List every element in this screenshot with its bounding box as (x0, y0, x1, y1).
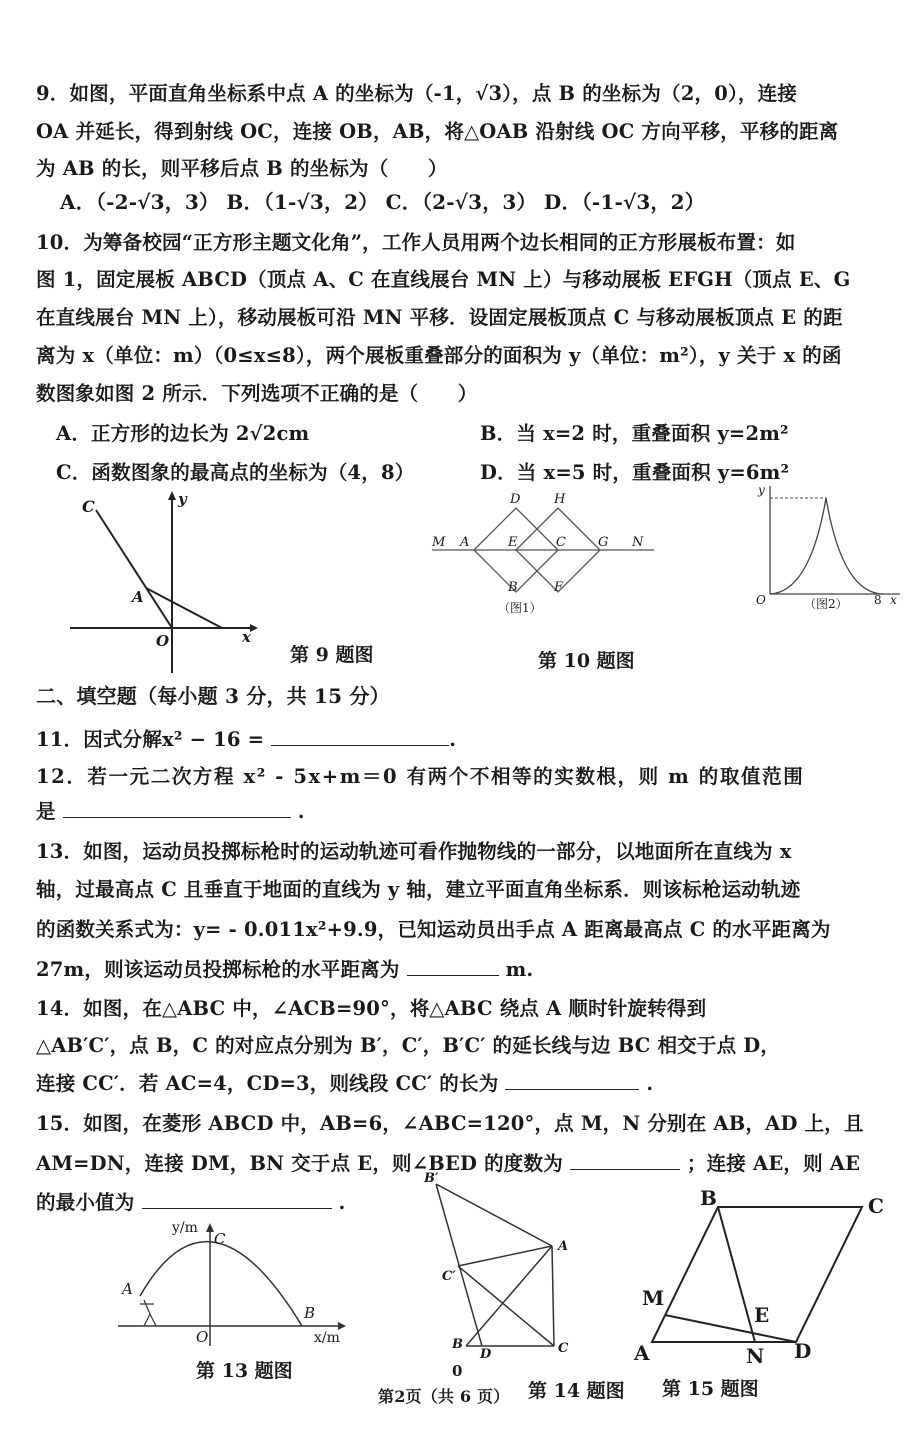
fig15-seg-BN (718, 1207, 755, 1342)
figure-13 (110, 1218, 360, 1348)
fig9-label-O: O (156, 632, 170, 650)
q10-line3: 在直线展台 MN 上），移动展板可沿 MN 平移．设固定展板顶点 C 与移动展板顶点 E 的距 (36, 306, 843, 329)
q10-line5: 数图象如图 2 所示．下列选项不正确的是（ ） (36, 382, 478, 405)
q14-period: . (646, 1072, 654, 1095)
fig10-sub1: （图1） (498, 601, 542, 615)
q12-period: . (297, 800, 305, 823)
figure-14 (422, 1168, 582, 1363)
fig9-x-arrow (250, 624, 258, 632)
q11-period: . (449, 728, 457, 751)
q9-line3: 为 AB 的长，则平移后点 B 的坐标为（ ） (36, 157, 448, 180)
q9-line1: 9．如图，平面直角坐标系中点 A 的坐标为（-1，√3），点 B 的坐标为（2，0），连接 (36, 82, 798, 105)
q12-line1: 12．若一元二次方程 x² - 5x+m＝0 有两个不相等的实数根，则 m 的取值范围 (36, 765, 805, 788)
figure-9 (60, 488, 280, 678)
fig13-label-x: x/m (314, 1330, 340, 1346)
q9-line2: OA 并延长，得到射线 OC，连接 OB，AB，将△OAB 沿射线 OC 方向平移，平移的距离 (36, 120, 839, 143)
fig9-y-arrow (168, 491, 176, 500)
fig9-label-A: A (132, 588, 144, 606)
q13-answer-blank[interactable] (407, 957, 499, 976)
fig10-label-N: N (632, 535, 644, 550)
fig15-label-B: B (700, 1186, 717, 1210)
q14-line2: △AB′C′，点 B，C 的对应点分别为 B′，C′，B′C′ 的延长线与边 BC 相交于点 D， (36, 1034, 781, 1057)
fig14-seg-AC (552, 1246, 554, 1346)
q10-line4: 离为 x（单位：m）（0≤x≤8），两个展板重叠部分的面积为 y（单位：m²），y 关于 x 的函 (36, 344, 842, 367)
q13-line4a: 27m，则该运动员投掷标枪的水平距离为 (36, 958, 400, 981)
fig9-label-y: y (178, 490, 187, 508)
q10-line1: 10．为筹备校园“正方形主题文化角”，工作人员用两个边长相同的正方形展板布置：如 (36, 231, 796, 254)
fig13-label-B: B (304, 1304, 316, 1322)
q10-optD: D．当 x=5 时，重叠面积 y=6m² (480, 461, 790, 484)
fig15-label-A: A (634, 1341, 650, 1365)
stray-mark: 0 (452, 1362, 463, 1380)
fig13-label-y: y/m (172, 1220, 198, 1236)
fig10-label-F: F (554, 580, 564, 595)
q12-lead: 是 (36, 800, 56, 823)
fig15-label-M: M (642, 1286, 665, 1310)
q15-min-blank[interactable] (142, 1190, 332, 1209)
section-heading: 二、填空题（每小题 3 分，共 15 分） (36, 684, 390, 708)
q14-line1: 14．如图，在△ABC 中，∠ACB=90°，将△ABC 绕点 A 顺时针旋转得到 (36, 997, 707, 1020)
q10-optC: C．函数图象的最高点的坐标为（4，8） (56, 461, 415, 484)
fig10-label-A: A (460, 535, 470, 550)
fig10-2-label-y: y (758, 483, 765, 497)
q15-line3 (36, 1187, 346, 1215)
q12-line2 (36, 796, 305, 824)
q15-angle-blank[interactable] (570, 1151, 680, 1170)
q13-line4b: m. (505, 958, 534, 981)
fig13-caption: 第 13 题图 (196, 1360, 293, 1382)
q10-optB: B．当 x=2 时，重叠面积 y=2m² (480, 422, 789, 445)
fig13-y-arrow (206, 1223, 214, 1232)
page-footer: 第2页（共 6 页） (378, 1387, 510, 1406)
fig13-label-A: A (122, 1280, 133, 1298)
q13-line4 (36, 954, 533, 982)
fig14-label-Bp: B′ (424, 1171, 439, 1186)
fig10-2-curve (770, 498, 882, 594)
q11-answer-blank[interactable] (271, 727, 449, 746)
fig9-segment-ab (146, 588, 222, 628)
fig10-label-M: M (432, 535, 446, 550)
fig10-label-H: H (554, 492, 566, 507)
fig14-label-B: B (452, 1337, 463, 1352)
fig15-label-D: D (794, 1339, 812, 1363)
fig9-ray-oc (96, 510, 172, 628)
figure-10-1 (428, 488, 658, 623)
fig15-label-E: E (754, 1303, 770, 1327)
q13-line1: 13．如图，运动员投掷标枪时的运动轨迹可看作抛物线的一部分，以地面所在直线为 x (36, 840, 792, 863)
q13-line2: 轴，过最高点 C 且垂直于地面的直线为 y 轴，建立平面直角坐标系．则该标枪运动轨迹 (36, 878, 801, 901)
figure-10-2 (750, 480, 910, 620)
q12-answer-blank[interactable] (63, 799, 291, 818)
fig10-label-G: G (598, 535, 609, 550)
fig10-2-label-x: x (890, 593, 897, 607)
figure-15 (630, 1185, 900, 1368)
q10-optA: A．正方形的边长为 2√2cm (56, 422, 310, 445)
q15-period: . (338, 1191, 346, 1214)
fig10-label-D: D (510, 492, 521, 507)
fig10-label-E: E (508, 535, 518, 550)
q10-line2: 图 1，固定展板 ABCD（顶点 A、C 在直线展台 MN 上）与移动展板 EFGH（顶点 E、G (36, 268, 851, 291)
fig14-seg-CpC (458, 1266, 554, 1346)
fig9-label-C: C (82, 497, 95, 516)
q15-line1: 15．如图，在菱形 ABCD 中，AB=6，∠ABC=120°，点 M，N 分别在 AB，AD 上，且 (36, 1112, 864, 1135)
fig10-2-label-8: 8 (874, 593, 882, 607)
fig10-label-B: B (508, 580, 518, 595)
fig13-label-O: O (196, 1328, 209, 1346)
fig13-trajectory (140, 1242, 302, 1326)
fig14-caption: 第 14 题图 (528, 1380, 625, 1402)
q14-answer-blank[interactable] (505, 1071, 639, 1090)
fig13-x-arrow (338, 1322, 346, 1330)
fig13-athlete (140, 1300, 156, 1326)
fig10-caption: 第 10 题图 (538, 650, 635, 672)
q11-text: 11．因式分解x² − 16 = (36, 728, 265, 751)
fig14-label-D: D (480, 1347, 492, 1362)
fig15-seg-DM (665, 1315, 796, 1342)
q11 (36, 724, 456, 752)
fig10-label-C: C (556, 535, 566, 550)
fig14-seg-BpD (436, 1184, 482, 1346)
q15-line2a: AM=DN，连接 DM，BN 交于点 E，则∠BED 的度数为 (36, 1152, 563, 1175)
fig9-caption: 第 9 题图 (290, 644, 374, 666)
fig9-label-x: x (242, 628, 251, 646)
fig14-seg-BpA (436, 1184, 552, 1246)
fig14-label-Cp: C′ (442, 1269, 456, 1284)
fig10-2-sub2: （图2） (804, 597, 848, 611)
fig14-label-C: C (558, 1341, 569, 1356)
fig15-label-C: C (868, 1194, 884, 1218)
q14-lead: 连接 CC′．若 AC=4，CD=3，则线段 CC′ 的长为 (36, 1072, 499, 1095)
fig10-2-label-O: O (756, 593, 766, 607)
q9-options: A．（-2-√3，3） B．（1-√3，2） C．（2-√3，3） D．（-1-√3，2） (60, 190, 705, 214)
fig15-caption: 第 15 题图 (662, 1378, 759, 1400)
fig13-label-C: C (214, 1230, 226, 1248)
q14-line3 (36, 1068, 653, 1096)
q15-lead: 的最小值为 (36, 1191, 135, 1214)
q13-line3: 的函数关系式为：y= - 0.011x²+9.9，已知运动员出手点 A 距离最高点 C 的水平距离为 (36, 918, 831, 941)
fig14-label-A: A (558, 1239, 569, 1254)
q15-line2b: ；连接 AE，则 AE (686, 1152, 861, 1175)
fig15-label-N: N (746, 1344, 765, 1368)
